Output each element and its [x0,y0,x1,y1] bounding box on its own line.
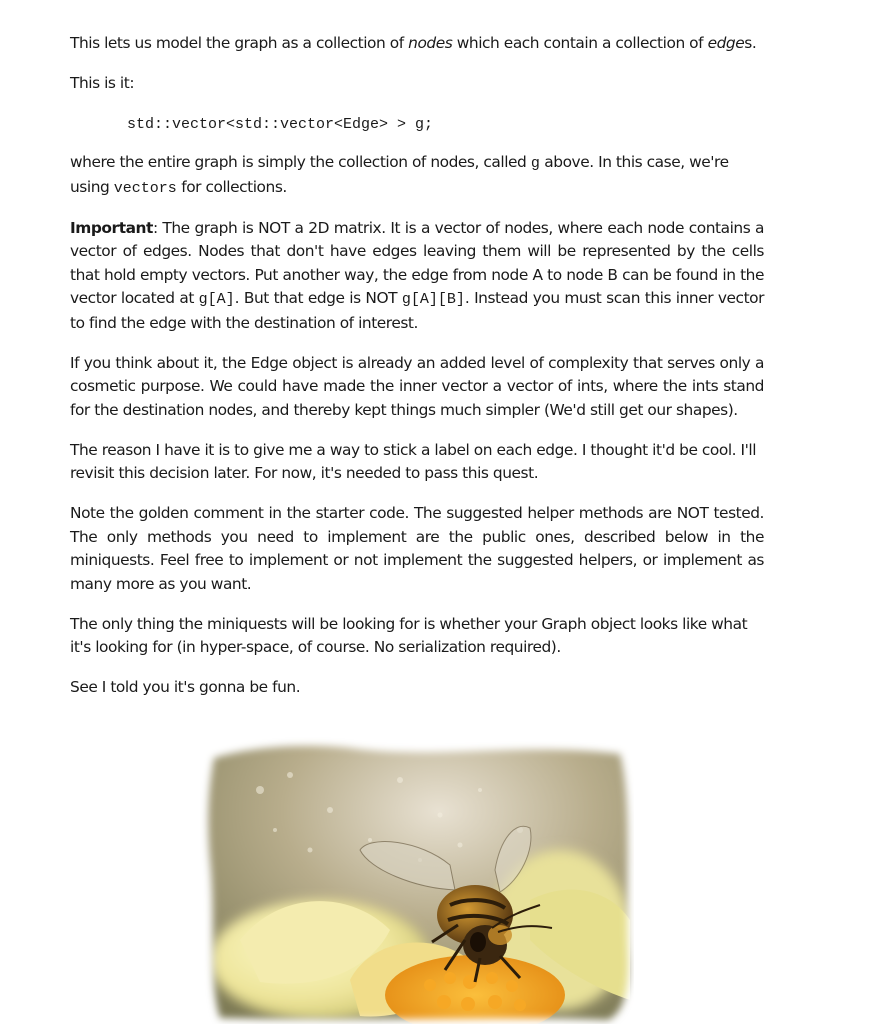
paragraph-important [70,217,764,336]
important-label: Important [70,218,153,237]
text: for collections. [176,177,287,196]
emphasis-edges: edge [707,34,745,52]
inline-code-g: g [530,155,540,172]
paragraph-miniquests: The only thing the miniquests will be looking for is whether your Graph object looks like what it's looking for (in hyper-space, of course. No serialization required). [70,614,748,656]
paragraph-fun: See I told you it's gonna be fun. [70,678,301,696]
paragraph-golden-comment: Note the golden comment in the starter code. The suggested helper methods are NOT tested. The only methods you need to implement are the public ones, described below in the miniquests. Feel free to implement or not implement the suggested helpers, or implement as many more as you want. [70,504,764,593]
paragraph-intro [70,32,764,56]
text: . Instead you must scan this inner vector to find the edge with the destination of interest. [70,289,764,332]
text: which each contain a collection of [452,34,708,52]
emphasis-nodes: nodes [408,34,453,52]
inline-code-g-a-b: g[A][B] [401,291,465,308]
text: This lets us model the graph as a collection of [70,34,409,52]
text: . But that edge is NOT [234,289,402,307]
text: s. [744,34,757,52]
inline-code-g-a: g[A] [198,291,235,308]
inline-code-vectors: vectors [113,179,177,197]
text: : The graph is NOT a 2D matrix. It is a vector of nodes, where each node contains a vector of edges. Nodes that don't have edges leaving them will be represented by the cells that hold empty vectors. Put another way, the edge from node A to node B can be found in the vector located at [70,218,764,307]
text: above. In this case, we're using [70,153,729,196]
text: where the entire graph is simply the collection of nodes, called [70,153,531,171]
code-block: std::vector<std::vector<Edge> > g; [127,116,434,133]
paragraph-reason: The reason I have it is to give me a way to stick a label on each edge. I thought it'd be cool. I'll revisit this decision later. For now, it's needed to pass this quest. [70,440,757,482]
document-body [70,32,764,716]
paragraph-this-is-it: This is it: [70,74,135,92]
paragraph-edge-object: If you think about it, the Edge object is already an added level of complexity that serves only a cosmetic purpose. We could have made the inner vector a vector of ints, where the ints stand for the destination nodes, and thereby kept things much simpler (We'd still get our shapes). [70,353,764,419]
paragraph-graph-collection [70,151,764,200]
bee-on-flower-image [200,720,634,1024]
